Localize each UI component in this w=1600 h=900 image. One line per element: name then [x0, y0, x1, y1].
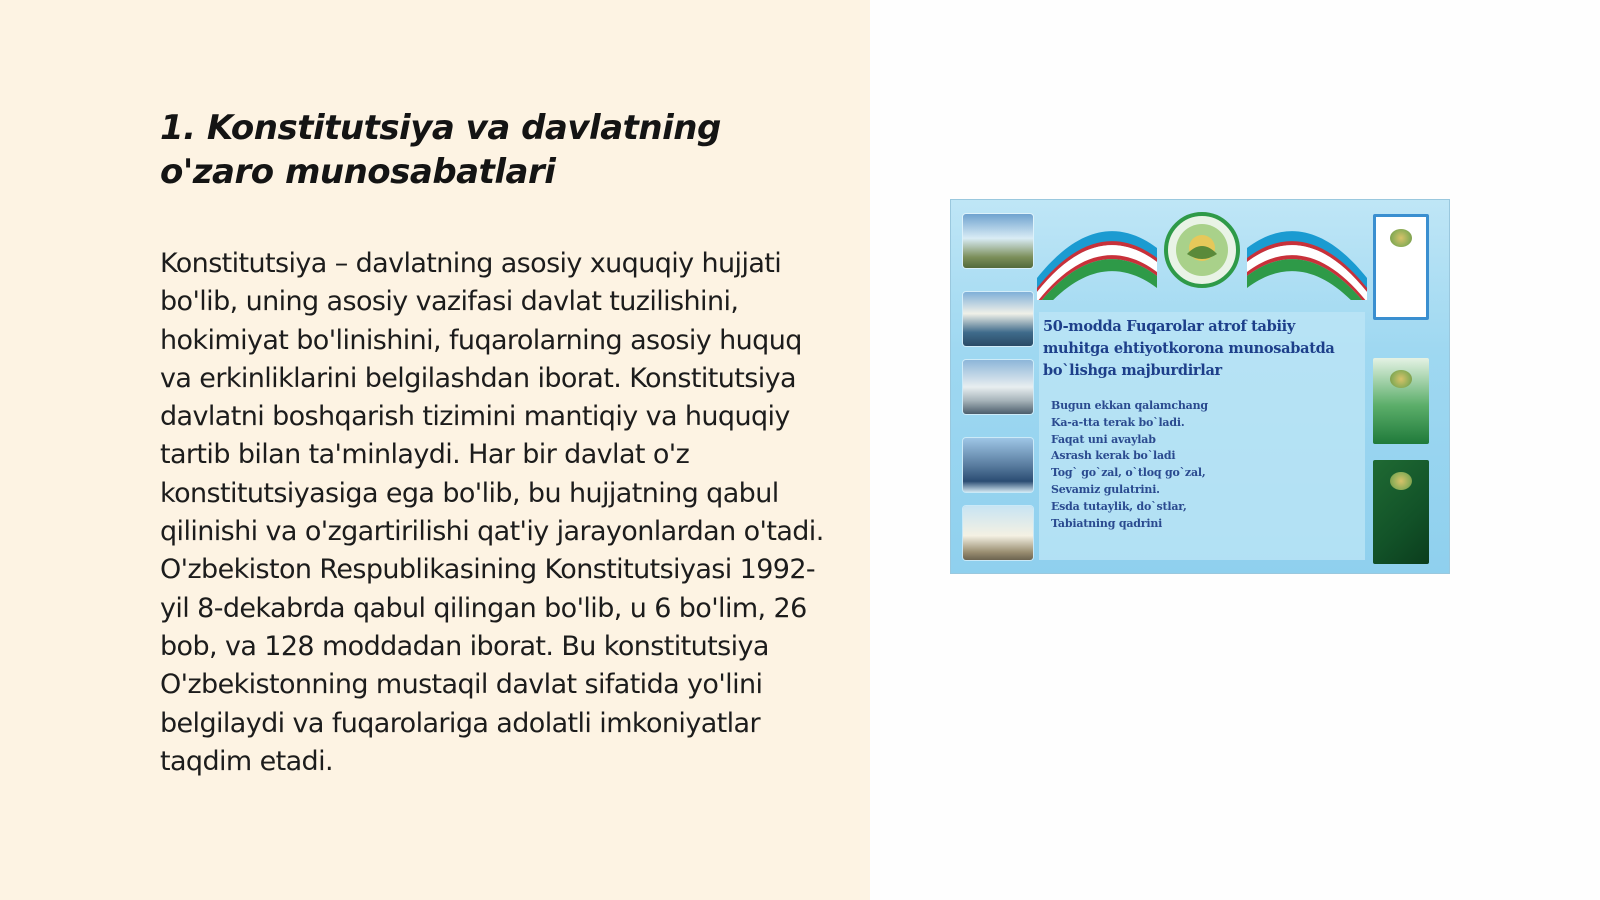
article-50-heading: 50-modda Fuqarolar atrof tabiiy muhitga ehtiyotkorona munosabatda bo`lishga majburdirlar: [1043, 318, 1335, 379]
poem-line: Bugun ekkan qalamchang: [1051, 399, 1208, 412]
building-photo: [963, 360, 1033, 414]
constitution-book-cover: [1373, 214, 1429, 320]
emblem-icon: [1390, 229, 1412, 247]
poem-line: Ka-a-tta terak bo`ladi.: [1051, 415, 1185, 429]
building-photo: [963, 292, 1033, 346]
constitution-book-cover: [1373, 358, 1429, 444]
flag-ribbon-emblem: [1037, 208, 1367, 300]
slide-title: 1. Konstitutsiya va davlatning o'zaro munosabatlari: [160, 108, 721, 192]
slide-body-text: Konstitutsiya – davlatning asosiy xuquqiy hujjati bo'lib, uning asosiy vazifasi davlat tuzilishini, hokimiyat bo'linishini, fuqarolarning asosiy huquq va erkinliklarini belgilashdan iborat. Konstitutsiya davlatni boshqarish tizimini mantiqiy va huquqiy tartib bilan ta'minlaydi. Har bir davlat o'z konstitutsiyasiga ega bo'lib, bu hujjatning qabul qilinishi va o'zgartirilishi qat'iy jarayonlardan o'tadi. O'zbekiston Respublikasining Konstitutsiyasi 1992-yil 8-dekabrda qabul qilingan bo'lib, u 6 bo'lim, 26 bob, va 128 moddadan iborat. Bu konstitutsiya O'zbekistonning mustaqil davlat sifatida yo'lini belgilaydi va fuqarolariga adolatli imkoniyatlar taqdim etadi.: [160, 248, 824, 777]
poem-line: Faqat uni avaylab: [1051, 432, 1156, 446]
building-photo: [963, 438, 1033, 492]
building-photo: [963, 506, 1033, 560]
poem-line: Tog` go`zal, o`tloq go`zal,: [1051, 466, 1206, 480]
emblem-icon: [1390, 472, 1412, 490]
emblem-icon: [1390, 370, 1412, 388]
poem-line: Asrash kerak bo`ladi: [1051, 449, 1176, 463]
building-photo: [963, 214, 1033, 268]
constitution-book-cover: [1373, 460, 1429, 564]
constitution-poster-image: [950, 199, 1450, 574]
poem-line: Sevamiz gulatrini.: [1051, 482, 1160, 496]
poem: [1051, 398, 1351, 532]
poem-line: Esda tutaylik, do`stlar,: [1051, 499, 1187, 513]
poem-line: Tabiatning qadrini: [1051, 516, 1163, 530]
